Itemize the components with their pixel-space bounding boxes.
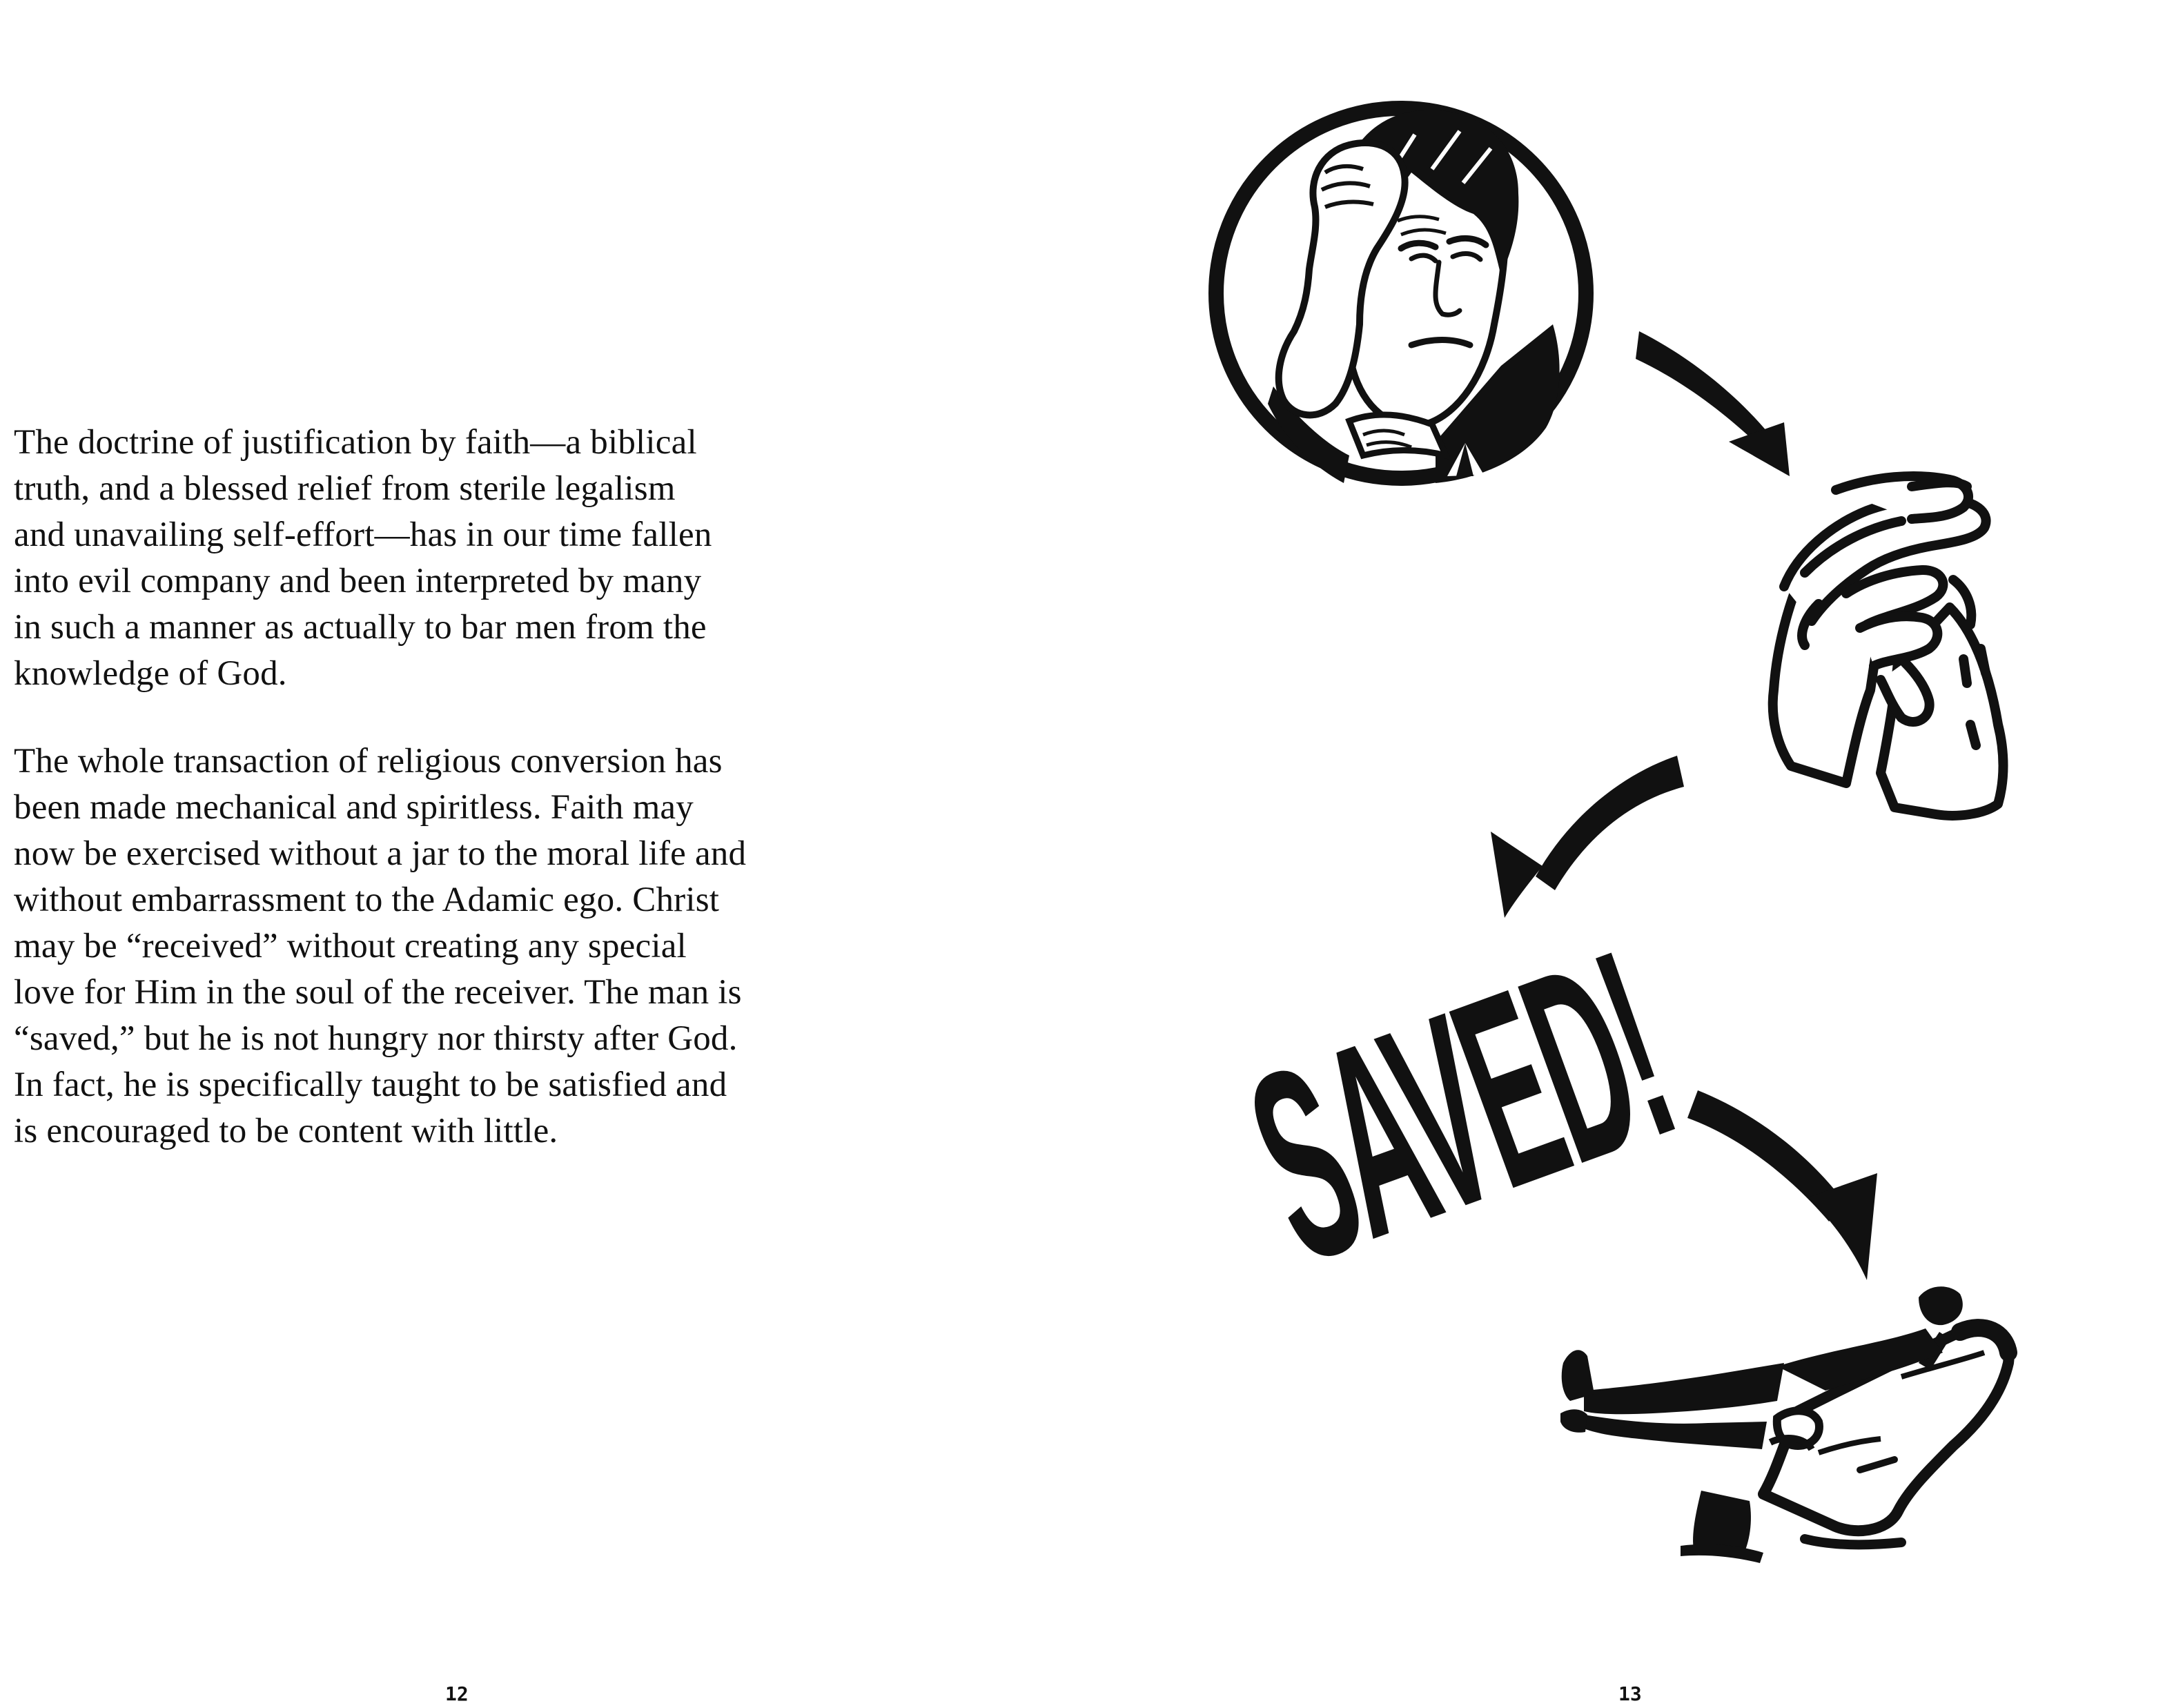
page-number-right: 13 (1618, 1682, 1642, 1705)
worried-man-icon (1216, 108, 1586, 483)
conversion-illustration (1087, 0, 2174, 1708)
page-number-left: 12 (445, 1682, 469, 1705)
reclining-man-icon (1560, 1286, 2009, 1563)
saved-text: SAVED! (1217, 895, 1702, 1320)
paragraph-2: The whole transaction of religious conversion has been made mechanical and spiritless. Faith may now be exercised without a jar to the moral life and without embarrassment to the Adamic ego. Christ may be “received” without creating any special love for Him in the soul of the receiver. The man is “saved,” but he is not hungry nor thirsty after God. In fact, he is specifically taught to be satisfied and is encouraged to be content with little. (14, 742, 747, 1150)
arrow-icon-3 (1687, 1090, 1877, 1280)
arrow-icon-2 (1491, 756, 1684, 918)
saved-text-art (1217, 895, 1702, 1319)
paragraph-1: The doctrine of justification by faith—a biblical truth, and a blessed relief from sterile legalism and unavailing self-effort—has in our time fallen into evil company and been interpreted by many in such a manner as actually to bar men from the knowledge of God. (14, 423, 712, 693)
arrow-icon-1 (1636, 331, 1790, 476)
body-text (14, 420, 939, 1196)
praying-hands-icon (1773, 476, 2004, 816)
right-page (1087, 0, 2174, 1708)
